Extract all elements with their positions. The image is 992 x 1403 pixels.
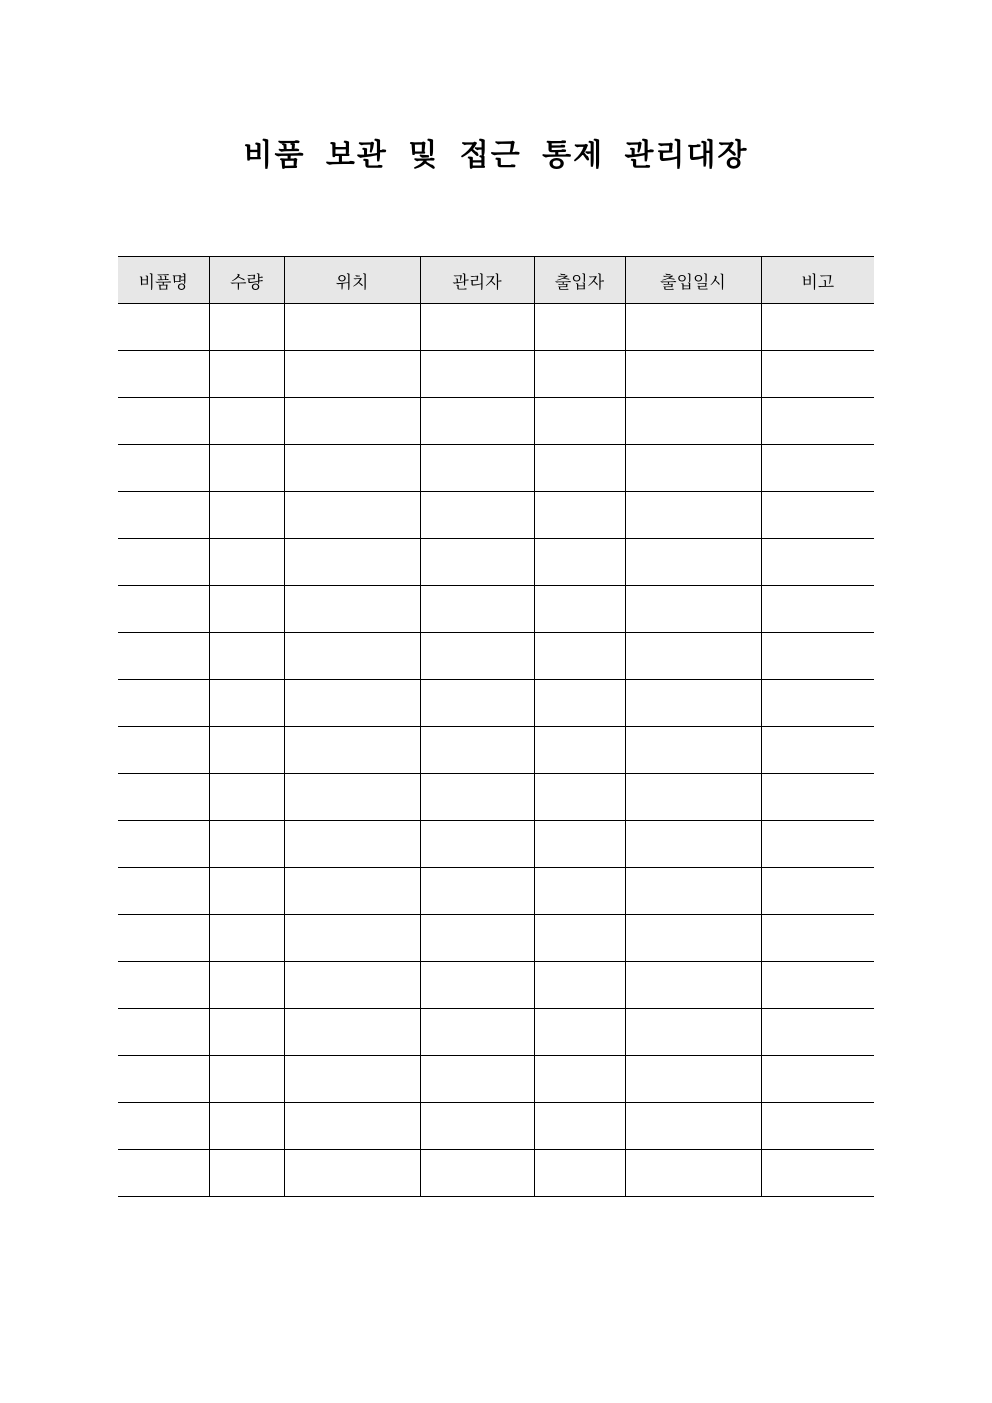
visitor-cell[interactable] [534, 539, 625, 586]
access-datetime-cell[interactable] [625, 492, 761, 539]
remarks-cell[interactable] [761, 445, 874, 492]
item-name-cell[interactable] [118, 304, 209, 351]
access-datetime-cell[interactable] [625, 586, 761, 633]
item-name-cell[interactable] [118, 774, 209, 821]
access-datetime-cell[interactable] [625, 774, 761, 821]
table-row [118, 1056, 874, 1103]
quantity-cell[interactable] [209, 774, 284, 821]
manager-cell[interactable] [420, 821, 534, 868]
table-row [118, 1150, 874, 1197]
remarks-cell[interactable] [761, 351, 874, 398]
remarks-cell[interactable] [761, 1103, 874, 1150]
column-header-location: 위치 [284, 257, 420, 304]
location-cell[interactable] [284, 351, 420, 398]
item-name-cell[interactable] [118, 727, 209, 774]
location-cell[interactable] [284, 727, 420, 774]
access-datetime-cell[interactable] [625, 727, 761, 774]
manager-cell[interactable] [420, 915, 534, 962]
access-datetime-cell[interactable] [625, 633, 761, 680]
quantity-cell[interactable] [209, 1056, 284, 1103]
table-row [118, 445, 874, 492]
remarks-cell[interactable] [761, 868, 874, 915]
visitor-cell[interactable] [534, 868, 625, 915]
table-row [118, 539, 874, 586]
location-cell[interactable] [284, 915, 420, 962]
access-datetime-cell[interactable] [625, 304, 761, 351]
location-cell[interactable] [284, 868, 420, 915]
item-name-cell[interactable] [118, 445, 209, 492]
remarks-cell[interactable] [761, 680, 874, 727]
item-name-cell[interactable] [118, 633, 209, 680]
item-name-cell[interactable] [118, 821, 209, 868]
manager-cell[interactable] [420, 1103, 534, 1150]
quantity-cell[interactable] [209, 398, 284, 445]
header-row [118, 257, 874, 304]
visitor-cell[interactable] [534, 915, 625, 962]
visitor-cell[interactable] [534, 727, 625, 774]
quantity-cell[interactable] [209, 1009, 284, 1056]
item-name-cell[interactable] [118, 492, 209, 539]
visitor-cell[interactable] [534, 1056, 625, 1103]
location-cell[interactable] [284, 492, 420, 539]
quantity-cell[interactable] [209, 1150, 284, 1197]
item-name-cell[interactable] [118, 1103, 209, 1150]
item-name-cell[interactable] [118, 962, 209, 1009]
item-name-cell[interactable] [118, 915, 209, 962]
equipment-access-ledger-table [118, 256, 874, 1197]
manager-cell[interactable] [420, 539, 534, 586]
quantity-cell[interactable] [209, 586, 284, 633]
remarks-cell[interactable] [761, 915, 874, 962]
access-datetime-cell[interactable] [625, 445, 761, 492]
manager-cell[interactable] [420, 304, 534, 351]
access-datetime-cell[interactable] [625, 1103, 761, 1150]
location-cell[interactable] [284, 1009, 420, 1056]
visitor-cell[interactable] [534, 1103, 625, 1150]
visitor-cell[interactable] [534, 492, 625, 539]
item-name-cell[interactable] [118, 398, 209, 445]
remarks-cell[interactable] [761, 633, 874, 680]
remarks-cell[interactable] [761, 1150, 874, 1197]
remarks-cell[interactable] [761, 539, 874, 586]
access-datetime-cell[interactable] [625, 868, 761, 915]
manager-cell[interactable] [420, 445, 534, 492]
access-datetime-cell[interactable] [625, 1009, 761, 1056]
item-name-cell[interactable] [118, 586, 209, 633]
remarks-cell[interactable] [761, 398, 874, 445]
visitor-cell[interactable] [534, 962, 625, 1009]
manager-cell[interactable] [420, 680, 534, 727]
item-name-cell[interactable] [118, 680, 209, 727]
visitor-cell[interactable] [534, 304, 625, 351]
table-row [118, 821, 874, 868]
visitor-cell[interactable] [534, 821, 625, 868]
quantity-cell[interactable] [209, 727, 284, 774]
quantity-cell[interactable] [209, 633, 284, 680]
table-row [118, 680, 874, 727]
column-header-access-datetime: 출입일시 [625, 257, 761, 304]
location-cell[interactable] [284, 633, 420, 680]
table-header [118, 257, 874, 304]
location-cell[interactable] [284, 398, 420, 445]
item-name-cell[interactable] [118, 1150, 209, 1197]
manager-cell[interactable] [420, 351, 534, 398]
location-cell[interactable] [284, 821, 420, 868]
quantity-cell[interactable] [209, 445, 284, 492]
visitor-cell[interactable] [534, 1009, 625, 1056]
manager-cell[interactable] [420, 1009, 534, 1056]
manager-cell[interactable] [420, 1056, 534, 1103]
item-name-cell[interactable] [118, 1056, 209, 1103]
column-header-remarks: 비고 [761, 257, 874, 304]
access-datetime-cell[interactable] [625, 1150, 761, 1197]
manager-cell[interactable] [420, 1150, 534, 1197]
access-datetime-cell[interactable] [625, 821, 761, 868]
table-row [118, 774, 874, 821]
item-name-cell[interactable] [118, 1009, 209, 1056]
visitor-cell[interactable] [534, 351, 625, 398]
location-cell[interactable] [284, 445, 420, 492]
quantity-cell[interactable] [209, 304, 284, 351]
access-datetime-cell[interactable] [625, 351, 761, 398]
location-cell[interactable] [284, 539, 420, 586]
manager-cell[interactable] [420, 633, 534, 680]
manager-cell[interactable] [420, 398, 534, 445]
manager-cell[interactable] [420, 868, 534, 915]
remarks-cell[interactable] [761, 304, 874, 351]
access-datetime-cell[interactable] [625, 915, 761, 962]
remarks-cell[interactable] [761, 821, 874, 868]
table-row [118, 398, 874, 445]
quantity-cell[interactable] [209, 868, 284, 915]
table-row [118, 351, 874, 398]
access-datetime-cell[interactable] [625, 1056, 761, 1103]
table-row [118, 727, 874, 774]
access-datetime-cell[interactable] [625, 962, 761, 1009]
column-header-visitor: 출입자 [534, 257, 625, 304]
table-row [118, 868, 874, 915]
table-row [118, 1009, 874, 1056]
item-name-cell[interactable] [118, 539, 209, 586]
quantity-cell[interactable] [209, 1103, 284, 1150]
location-cell[interactable] [284, 1103, 420, 1150]
access-datetime-cell[interactable] [625, 539, 761, 586]
manager-cell[interactable] [420, 962, 534, 1009]
manager-cell[interactable] [420, 492, 534, 539]
remarks-cell[interactable] [761, 962, 874, 1009]
table-row [118, 1103, 874, 1150]
table-row [118, 492, 874, 539]
location-cell[interactable] [284, 304, 420, 351]
quantity-cell[interactable] [209, 351, 284, 398]
location-cell[interactable] [284, 774, 420, 821]
location-cell[interactable] [284, 1150, 420, 1197]
table-row [118, 633, 874, 680]
quantity-cell[interactable] [209, 539, 284, 586]
remarks-cell[interactable] [761, 1056, 874, 1103]
manager-cell[interactable] [420, 586, 534, 633]
location-cell[interactable] [284, 680, 420, 727]
quantity-cell[interactable] [209, 915, 284, 962]
manager-cell[interactable] [420, 774, 534, 821]
visitor-cell[interactable] [534, 445, 625, 492]
remarks-cell[interactable] [761, 586, 874, 633]
document-title: 비품 보관 및 접근 통제 관리대장 [243, 138, 749, 173]
remarks-cell[interactable] [761, 1009, 874, 1056]
visitor-cell[interactable] [534, 774, 625, 821]
column-header-manager: 관리자 [420, 257, 534, 304]
location-cell[interactable] [284, 586, 420, 633]
visitor-cell[interactable] [534, 633, 625, 680]
item-name-cell[interactable] [118, 351, 209, 398]
quantity-cell[interactable] [209, 492, 284, 539]
access-datetime-cell[interactable] [625, 680, 761, 727]
quantity-cell[interactable] [209, 680, 284, 727]
location-cell[interactable] [284, 1056, 420, 1103]
table-row [118, 962, 874, 1009]
manager-cell[interactable] [420, 727, 534, 774]
remarks-cell[interactable] [761, 492, 874, 539]
column-header-quantity: 수량 [209, 257, 284, 304]
access-datetime-cell[interactable] [625, 398, 761, 445]
remarks-cell[interactable] [761, 774, 874, 821]
table-row [118, 304, 874, 351]
quantity-cell[interactable] [209, 821, 284, 868]
table-row [118, 915, 874, 962]
visitor-cell[interactable] [534, 586, 625, 633]
remarks-cell[interactable] [761, 727, 874, 774]
table-row [118, 586, 874, 633]
table-body [118, 304, 874, 1197]
visitor-cell[interactable] [534, 680, 625, 727]
location-cell[interactable] [284, 962, 420, 1009]
column-header-item-name: 비품명 [118, 257, 209, 304]
item-name-cell[interactable] [118, 868, 209, 915]
quantity-cell[interactable] [209, 962, 284, 1009]
visitor-cell[interactable] [534, 398, 625, 445]
visitor-cell[interactable] [534, 1150, 625, 1197]
